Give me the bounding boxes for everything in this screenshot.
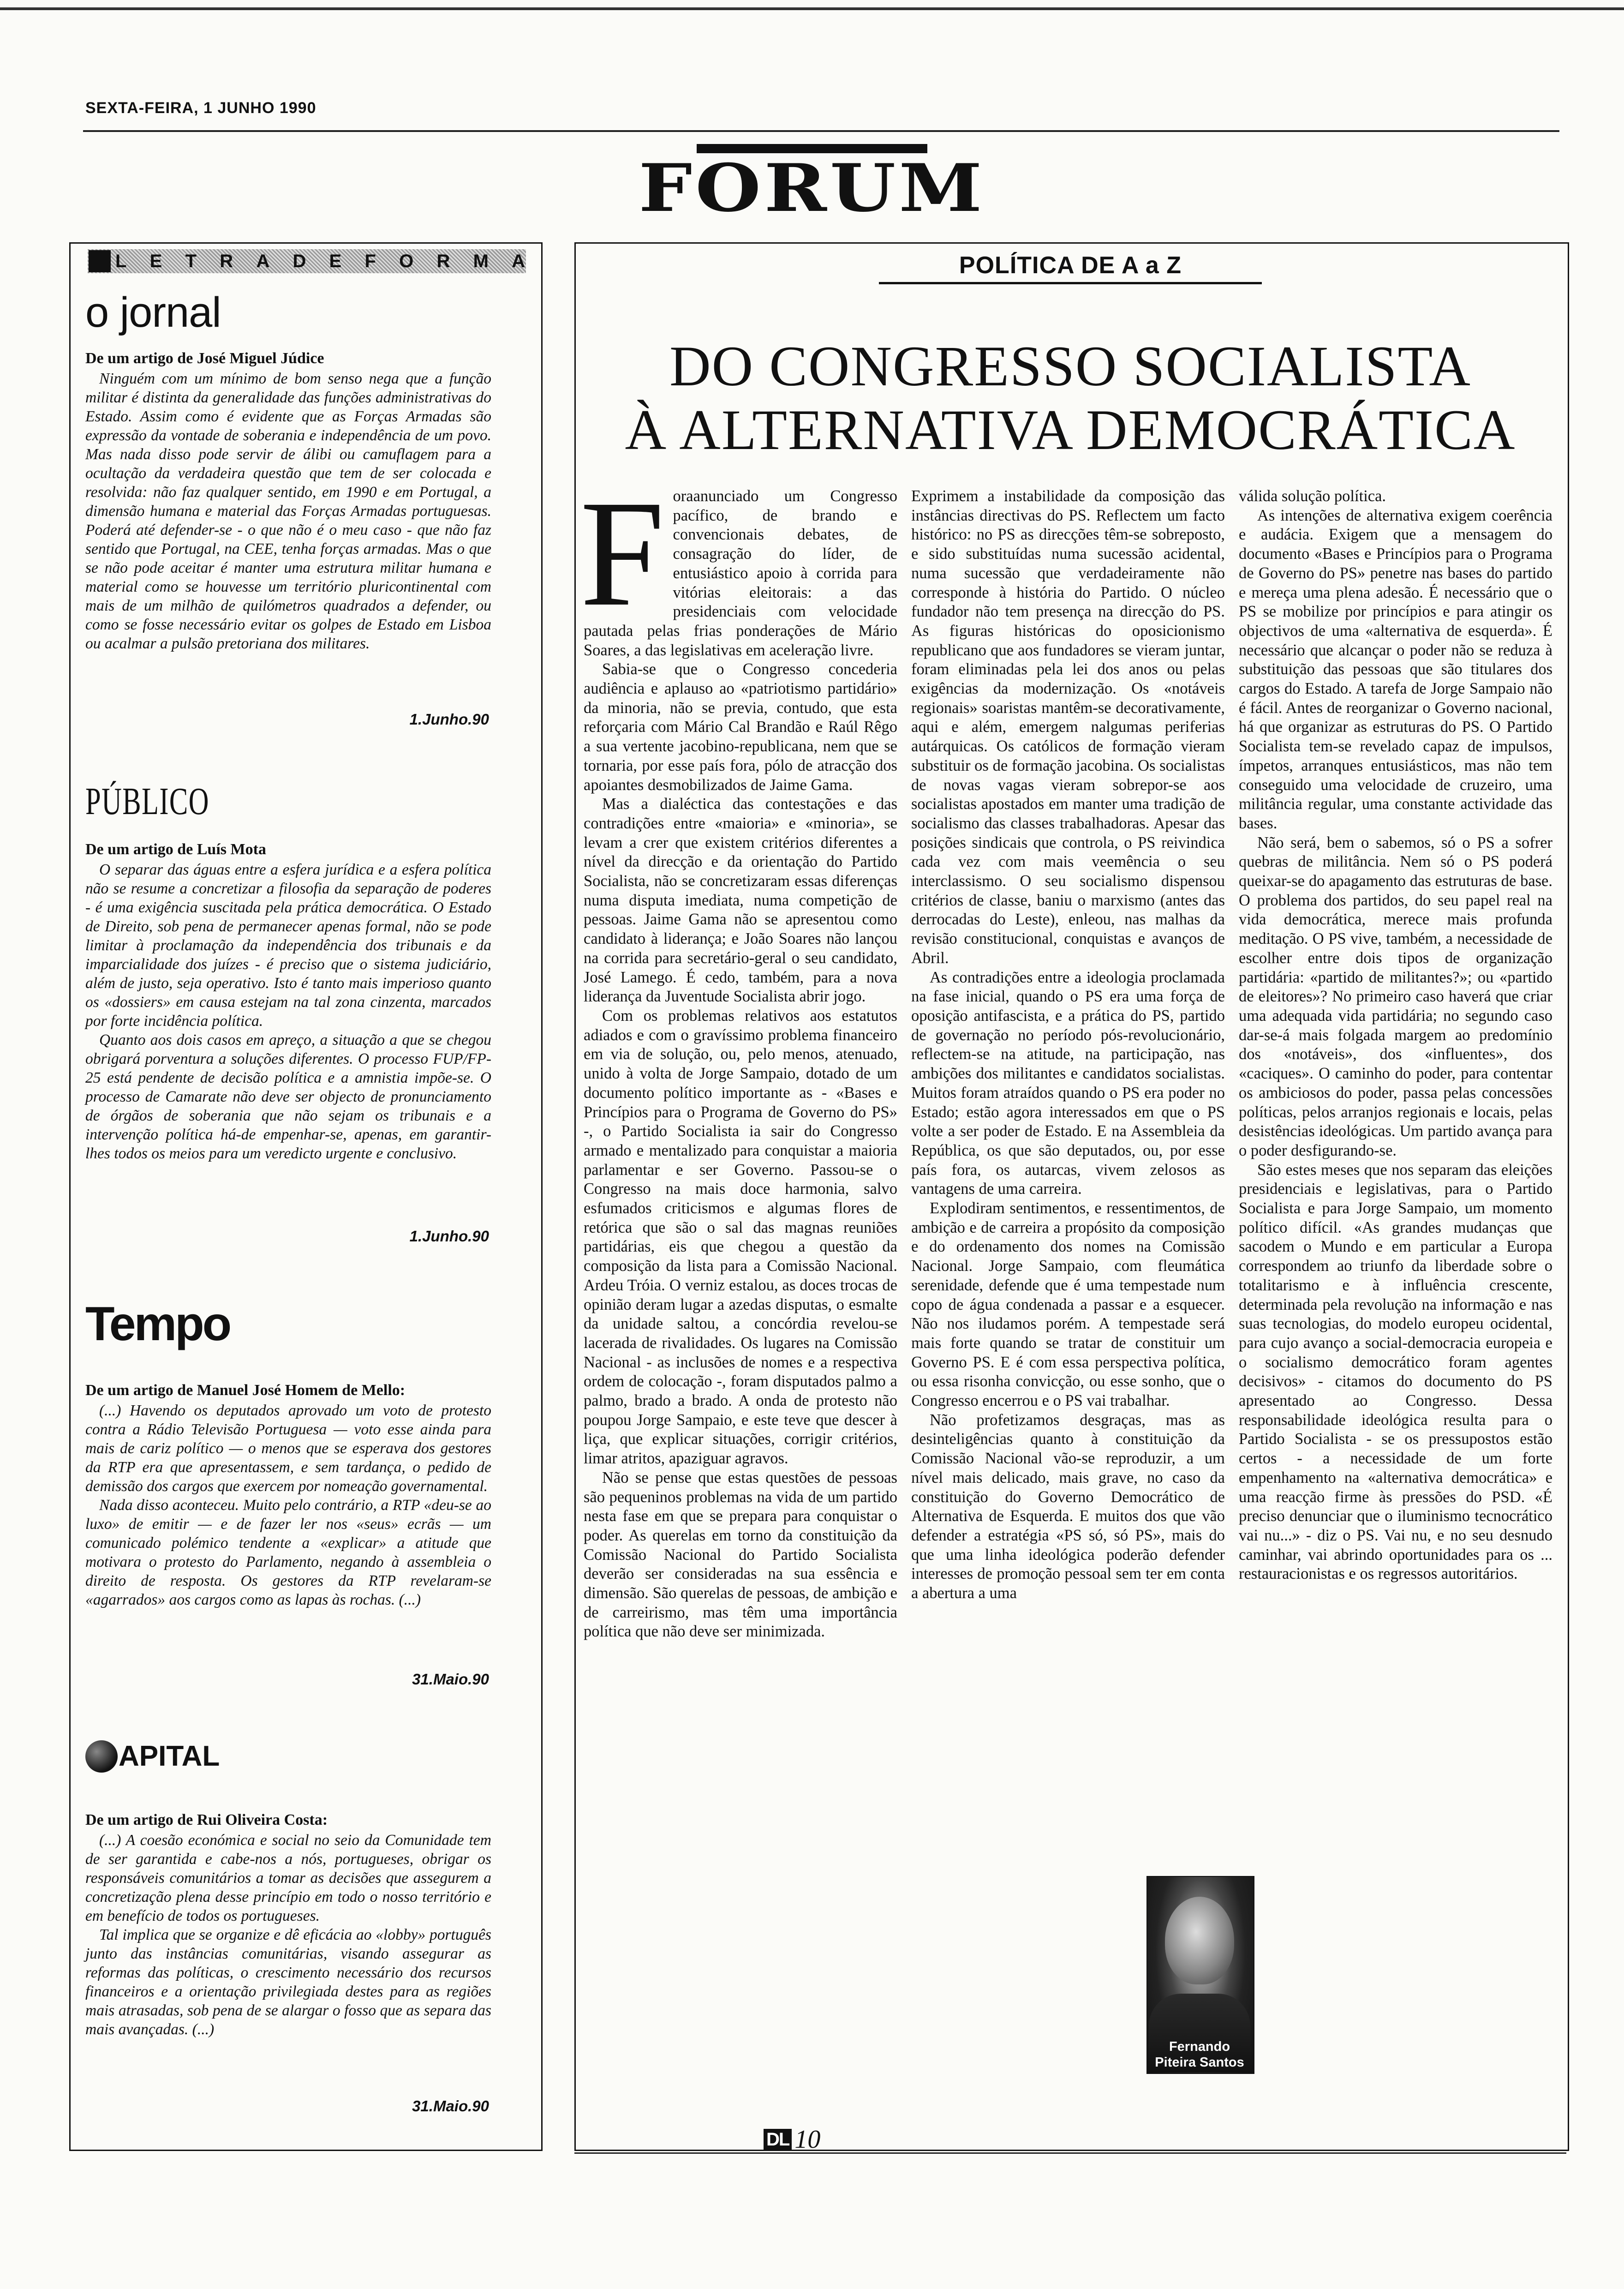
kicker-letter: A [512, 251, 526, 271]
kicker-square [89, 250, 111, 272]
excerpt-text [85, 369, 491, 653]
headline-line: À ALTERNATIVA DEMOCRÁTICA [625, 398, 1516, 461]
excerpt-byline: De um artigo de José Miguel Júdice [85, 350, 324, 367]
excerpt-text [85, 860, 491, 1163]
kicker-letter: E [329, 251, 343, 271]
author-photo-face [1165, 1897, 1234, 1984]
article-column-2 [911, 487, 1225, 1603]
headline-line: DO CONGRESSO SOCIALISTA [669, 335, 1471, 398]
dateline: SEXTA-FEIRA, 1 JUNHO 1990 [85, 99, 316, 117]
photo-caption [1147, 2039, 1252, 2070]
article-paragraph: Não se pense que estas questões de pessoas são pequeninos problemas na vida de um partido nesta fase em que se prepara para conquistar o poder. As querelas em torno da constituição da Comissão Nacional do Partido Socialista deverão ser consideradas na sua essência e dimensão. São querelas de pessoas, de ambição e de carreirismo, mas têm uma importância política que não deve ser minimizada. [584, 1468, 897, 1641]
kicker-letter: M [473, 251, 490, 271]
publication-name: PÚBLICO [85, 780, 209, 823]
article-paragraph: válida solução política. [1239, 487, 1386, 505]
kicker-letter: R [220, 251, 234, 271]
article-paragraph: As contradições entre a ideologia proclamada na fase inicial, quando o PS era uma força de oposição antifascista, e a prática do PS, partido de governação no período pós-revolucionário, reflectem-se na atitude, na participação, nas ambições dos militantes e candidatos socialistas. Muitos foram atraídos quando o PS era poder no Estado; estão agora interessados em que o PS volte a ser poder de Estado. E na Assembleia da República, os que são deputados, ou, por esse país fora, os autarcas, vivem zelosos as vantagens de uma carreira. [911, 968, 1225, 1198]
article-kicker: POLÍTICA DE A a Z [879, 252, 1262, 284]
caption-line: Piteira Santos [1155, 2055, 1244, 2070]
article-paragraph: Explodiram sentimentos, e ressentimentos, de ambição e de carreira a propósito da composição e do ordenamento dos nomes na Comissão Nacional. Jorge Sampaio, com fleumática serenidade, defende que é uma tempestade num copo de água condenada a passar e a esquecer. Não nos iludamos porém. A tempestade será mais forte quando se tratar de constituir um Governo PS. E é com essa perspectiva política, ou essa risonha convicção, ou esse sonho, que o Congresso encerrou e o PS vai trabalhar. [911, 1199, 1225, 1410]
page-top-edge [0, 7, 1624, 10]
article-paragraph: Não será, bem o sabemos, só o PS a sofrer quebras de militância. Nem só o PS poderá queixar-se do apagamento das estruturas de base. O problema dos partidos, do seu papel real na vida democrática, merece mais profunda meditação. O PS vive, também, a necessidade de escolher entre dois tipos de organização partidária: «partido de militantes?»; ou «partido de eleitores»? No primeiro caso haverá que criar uma adequada vida partidária; no segundo caso dar-se-á mais folgada margem ao predomínio dos «notáveis», dos «influentes», dos «caciques». O caminho do poder, para contentar os ambiciosos do poder, passa pelas concessões políticas, pelos arranjos regionais e locais, pelas desistências ideológicas. Um partido avança para o poder desfigurando-se. [1239, 833, 1552, 1159]
article-column-3 [1239, 487, 1552, 1584]
page-number: 10 [794, 2125, 821, 2154]
publication-name: Tempo [85, 1297, 230, 1351]
kicker-letters [115, 249, 526, 273]
excerpt-paragraph: Nada disso aconteceu. Muito pelo contrário, a RTP «deu-se ao luxo» de emitir — e de fazer ler nos «seus» ecrãs — um comunicado polémico tendente a «explicar» a atitude que motivara o protesto do Parlamento, negando à assembleia o direito de resposta. Os gestores da RTP revelaram-se «agarrados» aos cargos como as lapas às rochas. (...) [85, 1497, 491, 1608]
publication-name [85, 1740, 220, 1773]
kicker-letter: A [256, 251, 271, 271]
article-paragraph: São estes meses que nos separam das eleições presidenciais e legislativas, para o Partido Socialista e para Jorge Sampaio, um momento político difícil. «As grandes mudanças que sacodem o Mundo e em particular a Europa correspondem ao triunfo da liberdade sobre o totalitarismo e à influência crescente, determinada pela revolução na informação e nas suas tecnologias, do modelo europeu ocidental, para cujo avanço a social-democracia europeia e o socialismo democrático foram agentes decisivos» - citamos do documento do PS apresentado ao Congresso. Dessa responsabilidade ideológica resulta para o Partido Socialista - se os pressupostos estão certos - a necessidade de um forte empenhamento na «alternativa democrática» e uma reacção firme às pressões do PSD. «É preciso denunciar que o iluminismo tecnocrático vai nu...» - diz o PS. Vai nu, e no seu desnudo caminhar, vai abrindo oportunidades para os ... restauracionistas e os regressos autoritários. [1239, 1161, 1552, 1583]
kicker-letter: T [185, 251, 197, 271]
publication-name-text: APITAL [119, 1740, 220, 1772]
excerpt-byline: De um artigo de Manuel José Homem de Mello: [85, 1382, 406, 1399]
excerpt-paragraph: O separar das águas entre a esfera jurídica e a esfera política não se resume a concretizar a filosofia da separação de poderes - é uma exigência suscitada pela prática democrática. O Estado de Direito, sob pena de permanecer apenas formal, não se pode limitar à proclamação da independência dos tribunais e da imparcialidade dos juízes - é preciso que o sistema judiciário, além de justo, seja operativo. Isto é tanto mais imperioso quanto os «dossiers» em causa estejam na tal zona cinzenta, marcados por forte incidência política. [85, 861, 491, 1030]
kicker-letter: O [399, 251, 415, 271]
article-paragraph: Com os problemas relativos aos estatutos adiados e com o gravíssimo problema financeiro em via de solução, ou, pelo menos, atenuado, unido à volta de Jorge Sampaio, dotado de um documento político importante as - «Bases e Princípios para o Programa de Governo do PS» -, o Partido Socialista ia sair do Congresso armado e mentalizado para conquistar a maioria parlamentar e ser Governo. Passou-se o Congresso na mais doce harmonia, salvo esfumados criticismos e algumas flores de retórica que são o sal das magnas reuniões partidárias, eis que chegou a questão da composição da lista para a Comissão Nacional. Ardeu Tróia. O verniz estalou, as doces trocas de opinião deram lugar a azedas disputas, o esmalte da unidade saltou, a concórdia revelou-se lacerada de rivalidades. Os lugares na Comissão Nacional - as inclusões de nomes e a respectiva ordem de colocação -, foram disputados palmo a palmo, brado a brado. A onda de protesto não poupou Jorge Sampaio, e este teve que descer à liça, que explicar situações, corrigir critérios, limar atritos, apaziguar agravos. [584, 1007, 897, 1468]
excerpt-paragraph: Quanto aos dois casos em apreço, a situação a que se chegou obrigará porventura a soluções diferentes. O processo FUP/FP-25 está pendente de decisão política e a amnistia impõe-se. O processo de Camarate não deve ser objecto de pronunciamento de órgãos de soberania que não sejam os tribunais e a intervenção política há-de empenhar-se, apenas, em garantir-lhes todos os meios para um veredicto urgente e conclusivo. [85, 1031, 491, 1162]
kicker-letter: D [293, 251, 307, 271]
header-rule [83, 130, 1559, 132]
excerpt-date: 1.Junho.90 [409, 711, 489, 728]
article-column-1 [580, 469, 897, 1642]
excerpt-paragraph: Ninguém com um mínimo de bom senso nega que a função militar é distinta da generalidade das funções administrativas do Estado. Assim como é evidente que as Forças Armadas são expressão da vontade de soberania e independência de um povo. Mas nada disso pode servir de álibi ou camuflagem para a ocultação da verdadeira questão que tem de ser colocada e resolvida: não faz qualquer sentido, em 1990 e em Portugal, a dimensão humana e material das Forças Armadas portuguesas. Poderá até defender-se - o que não é o meu caso - que não faz sentido que Portugal, na CEE, tenha forças armadas. Mas o que se não pode aceitar é manter uma estrutura militar humana e material como se houvesse um território pluricontinental com mais de um milhão de quilómetros quadrados a defender, ou como se fosse necessário evitar os golpes de Estado em Lisboa ou acalmar a pulsão pretoriana dos militares. [85, 370, 491, 652]
article-headline [584, 335, 1557, 462]
page-footer [764, 2125, 820, 2154]
excerpt-text [85, 1401, 491, 1609]
excerpt-paragraph: Tal implica que se organize e dê eficácia ao «lobby» português junto das instâncias comunitárias, visando assegurar as reformas das políticas, o crescimento necessário dos recursos financeiros e a orientação privilegiada destes para as regiões mais atrasadas, sob pena de se alargar o fosso que as separa das mais avançadas. (...) [85, 1926, 491, 2038]
publication-name: o jornal [85, 289, 221, 336]
article-paragraph: Sabia-se que o Congresso concederia audiência e aplauso ao «patriotismo partidário» da minoria, não se previa, contudo, que esta reforçaria com Mário Cal Brandão e Raúl Rêgo a sua vertente jacobino-republicana, nem que se tornaria, por esse país fora, pólo de atracção dos apoiantes desmobilizados de Jaime Gama. [584, 660, 897, 794]
article-paragraph: Mas a dialéctica das contestações e das contradições entre «maioria» e «minoria», se levam a crer que existem critérios diferentes a nível da direcção e da orientação do Partido Socialista, não se concretizaram essas diferenças numa disputa imediata, numa competição de pessoas. Jaime Gama não se apresentou como candidato à liderança; e João Soares não lançou na corrida para secretário-geral o seu candidato, José Lamego. É cedo, também, para a nova liderança da Juventude Socialista abrir jogo. [584, 795, 897, 1006]
article-paragraph: Não profetizamos desgraças, mas as desinteligências quanto à constituição da Comissão Nacional vão-se reproduzir, a um nível mais delicado, mais grave, no caso da constituição do Governo Democrático de Alternativa de Esquerda. E muitos dos que vão defender a estratégia «PS só, só PS», mais do que uma linha ideológica poderão defender interesses de promoção pessoal sem ter em conta a abertura a uma [911, 1411, 1225, 1602]
article-paragraph: As intenções de alternativa exigem coerência e audácia. Exigem que a mensagem do documento «Bases e Princípios para o Programa de Governo do PS» penetre nas bases do partido e mereça uma plena adesão. É necessário que o PS se mobilize por princípios e para atingir os objectivos de uma «alternativa de esquerda». É necessário que alcançar o poder não se reduza à substituição das pessoas que são titulares dos cargos do Estado. A tarefa de Jorge Sampaio não é fácil. Antes de reorganizar o Governo nacional, há que organizar as estruturas do PS. O Partido Socialista tem-se revelado capaz de impulsos, ímpetos, arranques entusiásticos, mas não tem conseguido uma velocidade de cruzeiro, uma militância regular, uma constante actividade das bases. [1239, 506, 1552, 832]
footer-rule [574, 2152, 1566, 2154]
kicker-letter: R [436, 251, 451, 271]
excerpt-byline: De um artigo de Luís Mota [85, 841, 266, 858]
excerpt-date: 31.Maio.90 [412, 2097, 489, 2115]
caption-line: Fernando [1169, 2039, 1230, 2054]
excerpt-paragraph: (...) Havendo os deputados aprovado um voto de protesto contra a Rádio Televisão Portuguesa — voto esse ainda para mais de cariz político — o menos que se esperava dos gestores da RTP era que apresentassem, e sem tardança, o pedido de demissão dos cargos que exercem por nomeação governamental. [85, 1402, 491, 1495]
section-title: FORUM [639, 150, 985, 227]
capital-logo-globe-icon [85, 1740, 118, 1773]
kicker-letter: E [149, 251, 163, 271]
newspaper-logo: DL [764, 2129, 792, 2150]
excerpt-text [85, 1831, 491, 2039]
article-paragraph: Foraanunciado um Congresso pacífico, de brando e convencionais debates, de consagração do líder, de entusiástico apoio à corrida para vitórias eleitorais: a das presidenciais com velocidade pautada pelas frias ponderações de Mário Soares, a das legislativas em aceleração livre. [580, 469, 897, 659]
excerpt-date: 31.Maio.90 [412, 1671, 489, 1688]
kicker-letter: L [115, 251, 128, 271]
drop-cap: F [580, 469, 665, 638]
excerpt-date: 1.Junho.90 [409, 1228, 489, 1245]
excerpt-byline: De um artigo de Rui Oliveira Costa: [85, 1811, 328, 1828]
kicker-letter: F [364, 251, 377, 271]
excerpt-paragraph: (...) A coesão económica e social no seio da Comunidade tem de ser garantida e cabe-nos a nós, portugueses, obrigar os responsáveis comunitários a tomar as decisões que assegurem a concretização plena desse princípio em todo o nosso território e em benefício de todos os portugueses. [85, 1832, 491, 1924]
article-paragraph: Exprimem a instabilidade da composição das instâncias directivas do PS. Reflectem um facto histórico: no PS as direcções têm-se sobreposto, e sido substituídas numa sucessão acidental, numa sucessão que verdadeiramente não corresponde à história do Partido. O núcleo fundador não tem presença na direcção do PS. As figuras históricas do oposicionismo republicano que aos fundadores se vieram juntar, foram eliminadas pela lei dos anos ou pelas exigências da modernização. Os «notáveis regionais» soaristas mantêm-se decorativamente, aqui e além, emergem nalgumas periferias autárquicas. Os católicos de formação vieram substituir os de formação jacobina. Os socialistas de novas vagas vieram sobrepor-se aos socialistas apostados em manter uma tradição de socialismo das classes trabalhadoras. Apesar das posições sindicais que controla, o PS reivindica cada vez com mais veemência o seu interclassismo. O seu socialismo dispensou critérios de classe, baniu o marxismo (antes das derrocadas do Leste), enleou, nas malhas da revisão constitucional, conquistas e avanços de Abril. [911, 487, 1225, 967]
